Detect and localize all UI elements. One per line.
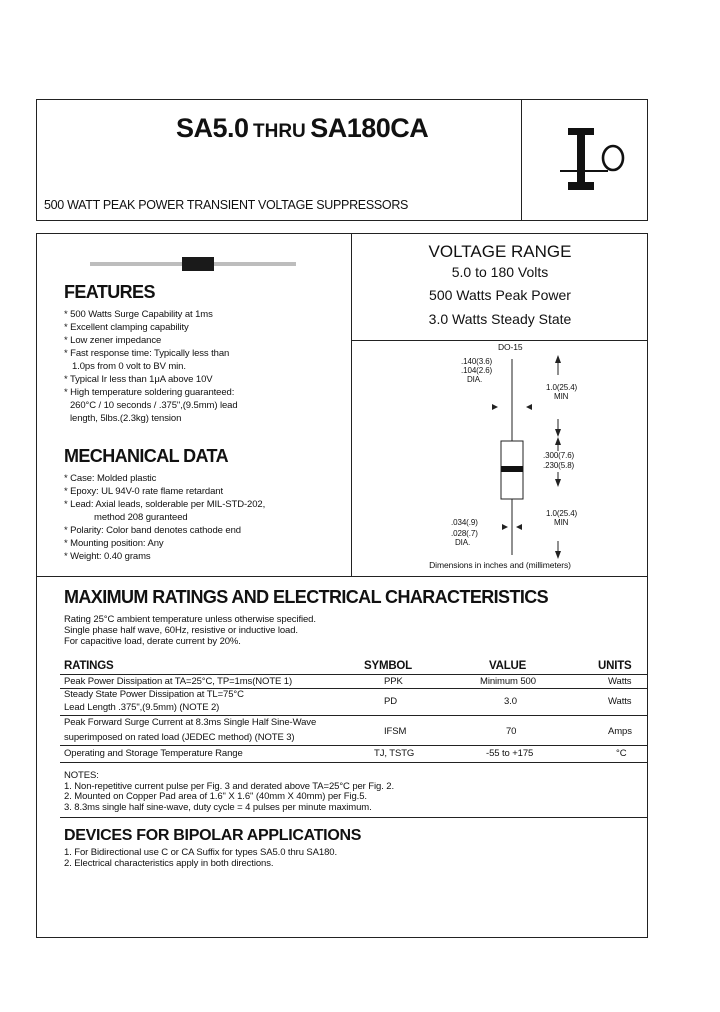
ratings-intro (64, 614, 316, 647)
col-symbol: SYMBOL (364, 660, 412, 672)
lead-dia-label: DIA. (467, 375, 483, 384)
wire-dia-max: .034(.9) (451, 518, 478, 527)
table-row (64, 676, 648, 688)
thru-label: THRU (253, 121, 306, 142)
part-end: SA180CA (310, 113, 429, 143)
symbol-text: IFSM (384, 726, 407, 737)
mechanical-item: method 208 guranteed (94, 512, 188, 523)
rating-text: Peak Forward Surge Current at 8.3ms Single Half Sine-Wave (64, 717, 317, 728)
bottom-lead-label: MIN (554, 518, 569, 527)
lead-dia-min: .104(2.6) (461, 366, 493, 375)
mechanical-item: * Lead: Axial leads, solderable per MIL-STD-202, (64, 499, 266, 510)
table-row (64, 717, 648, 745)
header-divider (521, 99, 522, 221)
value-text: 70 (506, 726, 517, 737)
top-lead-label: MIN (554, 392, 569, 401)
feature-item: * 500 Watts Surge Capability at 1ms (64, 309, 213, 320)
feature-item: * Typical Ir less than 1μA above 10V (64, 374, 213, 385)
feature-item: * Low zener impedance (64, 335, 162, 346)
value-text: 3.0 (504, 696, 517, 707)
units-text: Amps (608, 726, 632, 737)
feature-item: 260°C / 10 seconds / .375",(9.5mm) lead (70, 400, 238, 411)
package-name: DO-15 (498, 342, 523, 352)
col-value: VALUE (489, 660, 527, 672)
feature-item: * Fast response time: Typically less than (64, 348, 230, 359)
table-rule (60, 674, 648, 675)
mechanical-item: * Mounting position: Any (64, 538, 164, 549)
features-list (64, 308, 238, 425)
rating-text: Lead Length .375",(9.5mm) (NOTE 2) (64, 702, 220, 713)
rating-text: Operating and Storage Temperature Range (64, 748, 243, 759)
page-title (176, 113, 428, 144)
bipolar-title: DEVICES FOR BIPOLAR APPLICATIONS (64, 827, 362, 844)
top-lead-length: 1.0(25.4) (546, 383, 578, 392)
section-divider (36, 576, 648, 577)
package-caption: Dimensions in inches and (millimeters) (429, 560, 571, 570)
units-text: Watts (608, 676, 632, 687)
ratings-intro-line: Single phase half wave, 60Hz, resistive or inductive load. (64, 625, 298, 636)
voltage-range-line-1: 5.0 to 180 Volts (451, 264, 549, 280)
notes-block (64, 771, 394, 813)
notes-divider (60, 817, 648, 818)
part-start: SA5.0 (176, 113, 249, 143)
symbol-text: PPK (384, 676, 403, 687)
value-text: Minimum 500 (480, 676, 536, 687)
voltage-range-line-2: 500 Watts Peak Power (429, 287, 571, 303)
col-units: UNITS (598, 660, 632, 672)
io-logo-icon (558, 122, 638, 198)
units-text: °C (616, 748, 627, 759)
body-length-max: .300(7.6) (543, 451, 575, 460)
note-item: 1. Non-repetitive current pulse per Fig. 3 and derated above TA=25°C per Fig. 2. (64, 780, 394, 792)
rating-text: Peak Power Dissipation at TA=25°C, TP=1ms(NOTE 1) (64, 676, 293, 687)
note-item: 2. Mounted on Copper Pad area of 1.6" X 1.6" (40mm X 40mm) per Fig.5. (64, 791, 367, 802)
page-subtitle: 500 WATT PEAK POWER TRANSIENT VOLTAGE SUPPRESSORS (44, 198, 409, 212)
voltage-range-line-3: 3.0 Watts Steady State (428, 311, 572, 327)
bipolar-list (64, 848, 337, 869)
bipolar-item: 1. For Bidirectional use C or CA Suffix for types SA5.0 thru SA180. (64, 847, 337, 858)
voltage-range-title: VOLTAGE RANGE (428, 242, 572, 261)
mechanical-item: * Weight: 0.40 grams (64, 551, 151, 562)
wire-dia-min: .028(.7) (451, 529, 478, 538)
diode-component-image (88, 255, 298, 273)
lead-dia-max: .140(3.6) (461, 357, 493, 366)
units-text: Watts (608, 696, 632, 707)
package-outline-drawing (352, 341, 648, 575)
mechanical-item: * Epoxy: UL 94V-0 rate flame retardant (64, 486, 224, 497)
notes-title: NOTES: (64, 770, 99, 781)
bipolar-item: 2. Electrical characteristics apply in both directions. (64, 857, 274, 869)
feature-item: length, 5lbs.(2.3kg) tension (70, 413, 182, 424)
col-ratings: RATINGS (64, 660, 114, 672)
body-length-min: .230(5.8) (543, 461, 575, 470)
note-item: 3. 8.3ms single half sine-wave, duty cycle = 4 pulses per minute maximum. (64, 801, 372, 813)
symbol-text: PD (384, 696, 397, 707)
symbol-text: TJ, TSTG (374, 748, 415, 759)
table-rule (60, 745, 648, 746)
table-row (64, 689, 648, 715)
mechanical-item: * Polarity: Color band denotes cathode end (64, 525, 241, 536)
rating-text: Steady State Power Dissipation at TL=75°C (64, 689, 244, 700)
bottom-lead-length: 1.0(25.4) (546, 509, 578, 518)
mechanical-title: MECHANICAL DATA (64, 446, 228, 466)
ratings-title: MAXIMUM RATINGS AND ELECTRICAL CHARACTERISTICS (64, 587, 549, 607)
features-title: FEATURES (64, 282, 155, 302)
mechanical-list (64, 472, 265, 563)
mechanical-item: * Case: Molded plastic (64, 473, 157, 484)
feature-item: 1.0ps from 0 volt to BV min. (72, 361, 186, 372)
feature-item: * Excellent clamping capability (64, 322, 189, 333)
rating-text: superimposed on rated load (JEDEC method) (NOTE 3) (64, 732, 295, 743)
table-row (64, 748, 648, 760)
feature-item: * High temperature soldering guaranteed: (64, 387, 235, 398)
wire-dia-label: DIA. (455, 538, 471, 547)
table-rule (60, 762, 648, 763)
ratings-intro-line: Rating 25°C ambient temperature unless otherwise specified. (64, 614, 316, 625)
table-rule (60, 715, 648, 716)
ratings-intro-line: For capacitive load, derate current by 20%. (64, 636, 241, 647)
value-text: -55 to +175 (486, 748, 534, 759)
